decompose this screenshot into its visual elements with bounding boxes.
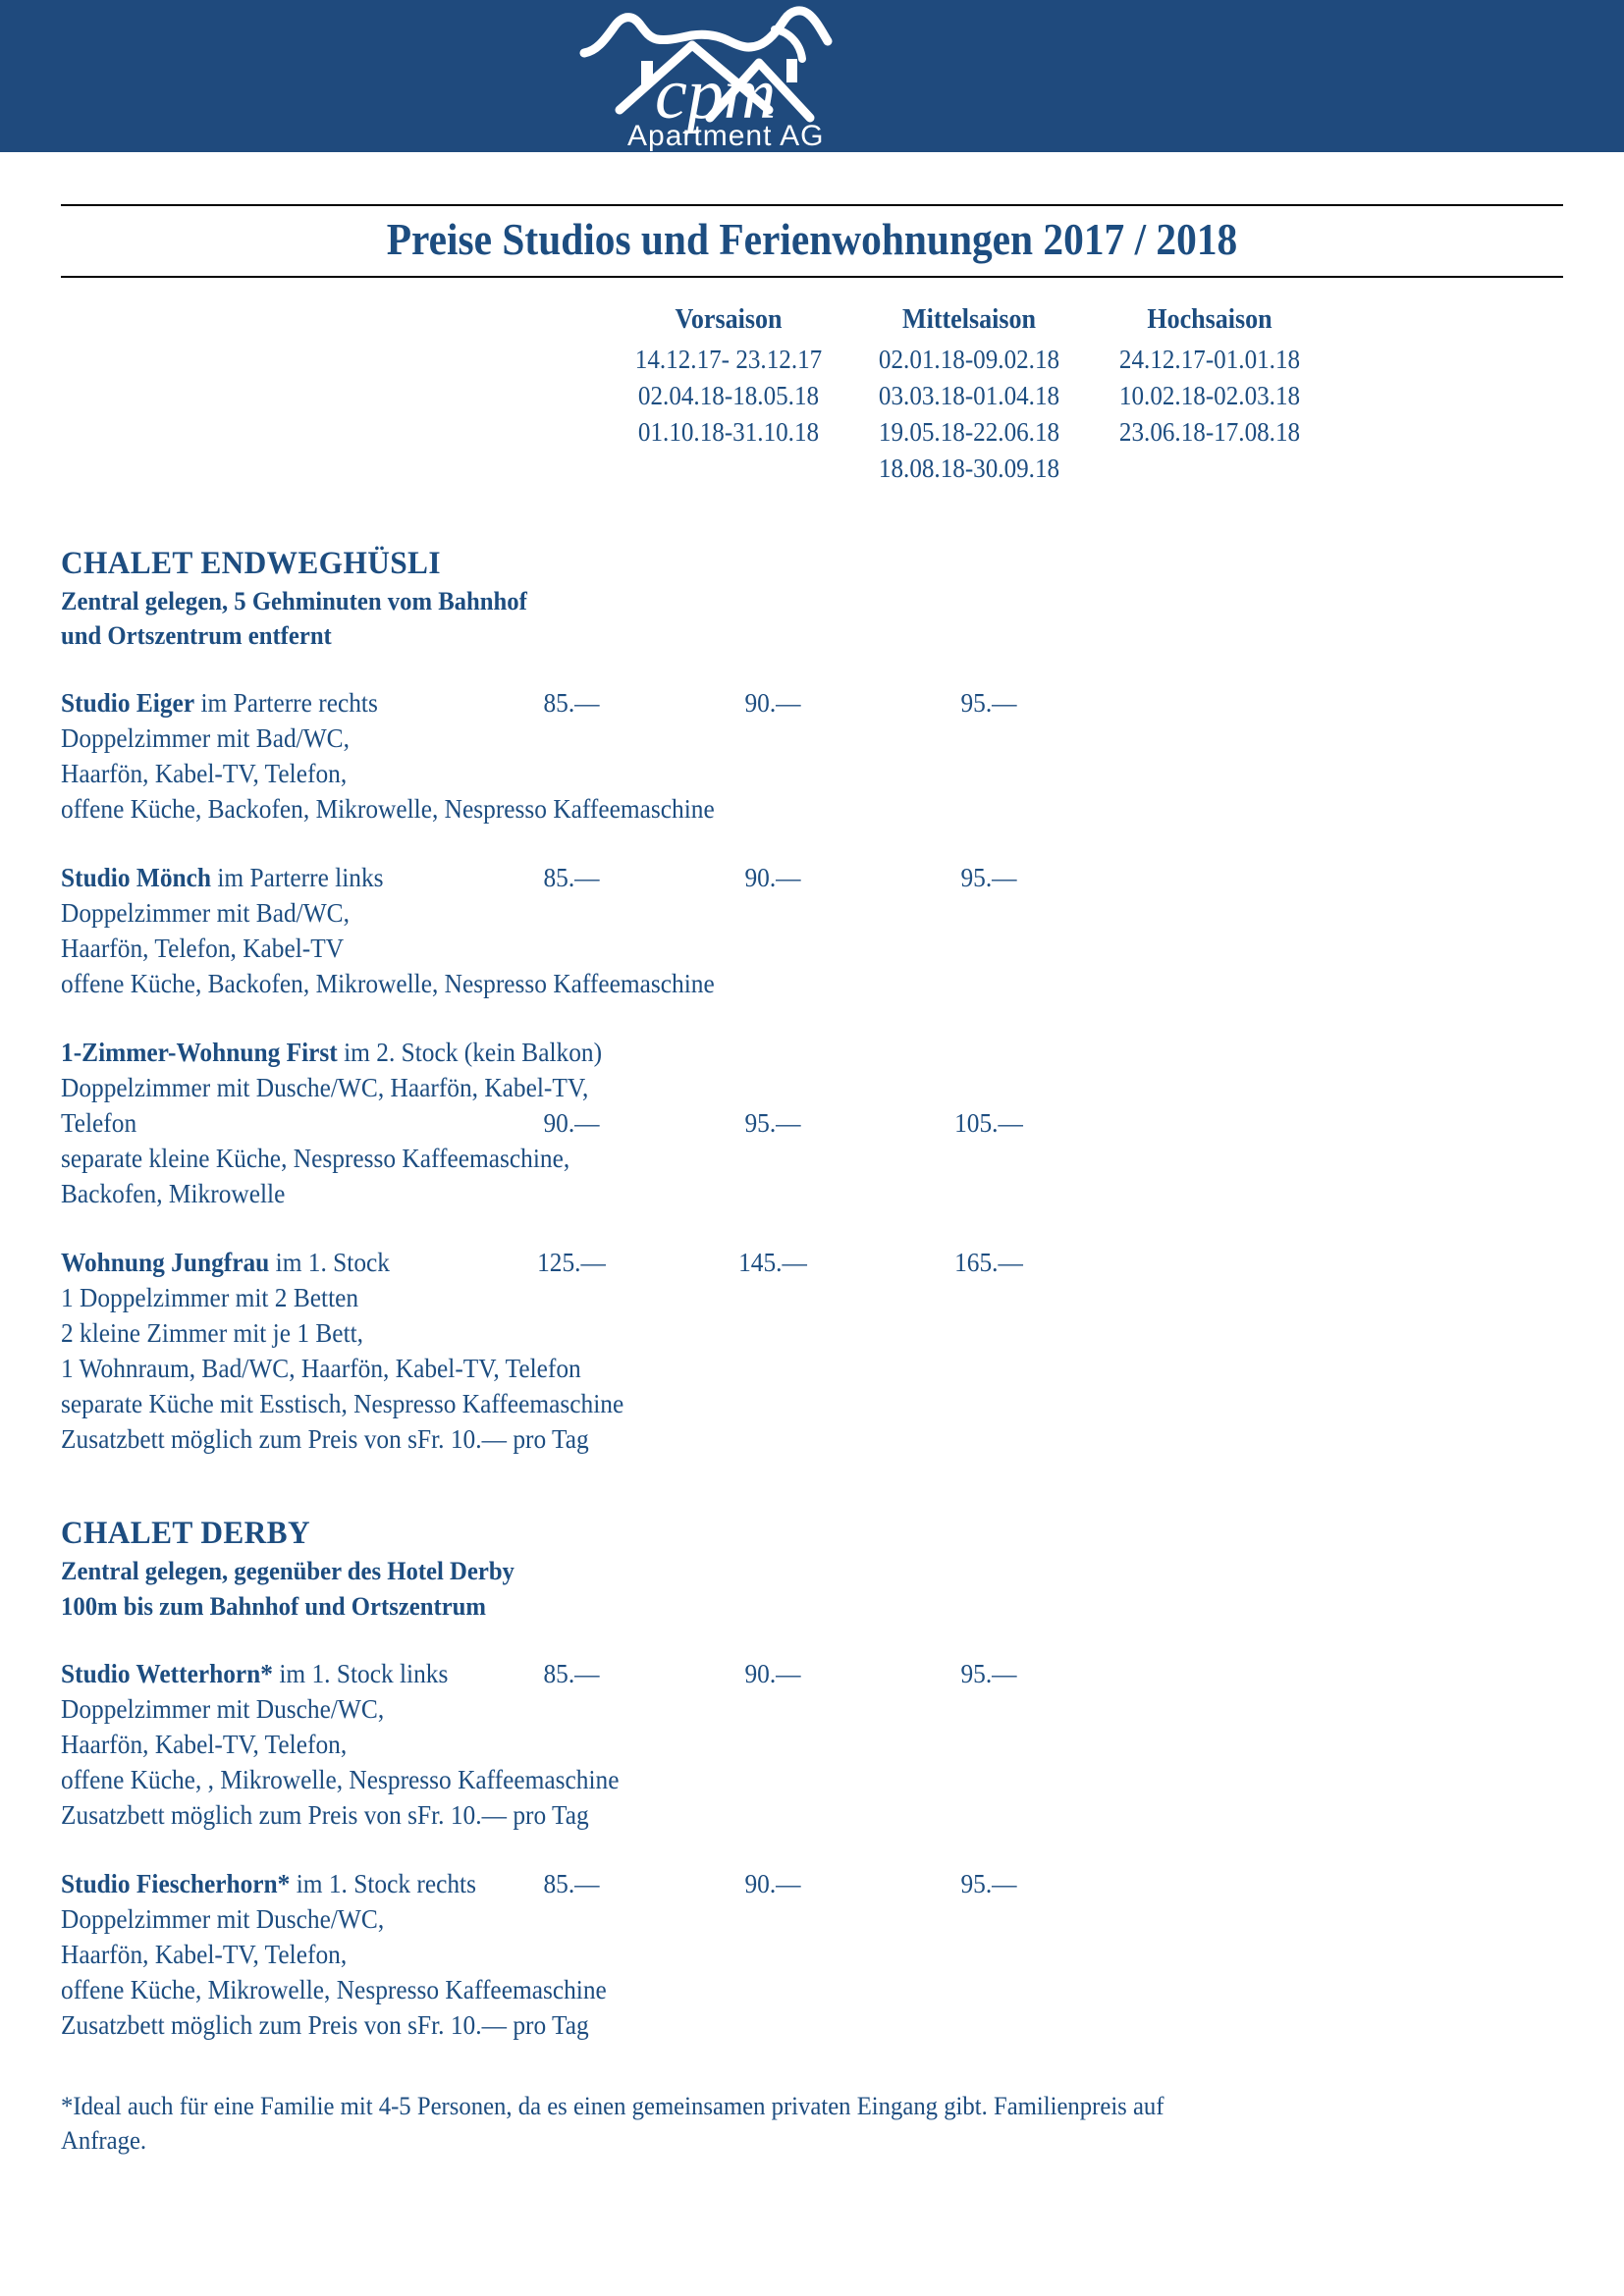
price-mittelsaison: 90.—	[744, 863, 801, 893]
unit-detail-line	[61, 1692, 1563, 1728]
unit-detail-line	[61, 1902, 1563, 1938]
season-date: 19.05.18-22.06.18	[878, 417, 1060, 448]
price-mittelsaison: 90.—	[744, 1868, 801, 1898]
season-date: 02.04.18-18.05.18	[637, 380, 820, 410]
season-date: 23.06.18-17.08.18	[1118, 417, 1301, 448]
unit-title-line	[61, 686, 1563, 721]
unit-description: Zusatzbett möglich zum Preis von sFr. 10.— pro Tag	[61, 1424, 589, 1455]
footnote	[61, 2089, 1514, 2158]
season-date: 10.02.18-02.03.18	[1118, 380, 1301, 410]
price-hochsaison: 95.—	[960, 688, 1017, 719]
price-hochsaison: 95.—	[960, 863, 1017, 893]
price-vorsaison: 125.—	[537, 1248, 606, 1278]
unit-name: 1-Zimmer-Wohnung First	[61, 1038, 338, 1068]
price-mittelsaison: 90.—	[744, 1658, 801, 1688]
unit-description: offene Küche, , Mikrowelle, Nespresso Kaffeemaschine	[61, 1764, 620, 1794]
unit-title	[61, 1657, 448, 1692]
unit-description: offene Küche, Mikrowelle, Nespresso Kaffeemaschine	[61, 1974, 607, 2004]
unit-description: 1 Doppelzimmer mit 2 Betten	[61, 1283, 359, 1313]
unit-description: Telefon	[61, 1108, 137, 1139]
unit-title	[61, 1246, 390, 1281]
unit-detail-line	[61, 896, 1563, 932]
unit-detail-line	[61, 721, 1563, 757]
unit-description: Backofen, Mikrowelle	[61, 1179, 286, 1209]
unit-detail-line	[61, 1281, 1563, 1316]
unit-description: 1 Wohnraum, Bad/WC, Haarfön, Kabel-TV, Telefon	[61, 1354, 581, 1384]
chalet-subtitle: Zentral gelegen, gegenüber des Hotel Derby	[61, 1557, 514, 1586]
unit-description: Doppelzimmer mit Bad/WC,	[61, 723, 350, 754]
unit-description: separate Küche mit Esstisch, Nespresso Kaffeemaschine	[61, 1389, 624, 1419]
unit-name: Studio Fiescherhorn*	[61, 1868, 291, 1898]
header-banner	[0, 0, 1624, 152]
unit-description: Doppelzimmer mit Dusche/WC,	[61, 1693, 385, 1724]
unit-detail-line	[61, 792, 1563, 828]
price-mittelsaison: 145.—	[738, 1248, 807, 1278]
unit-detail-line	[61, 1177, 1563, 1212]
chalet-section	[61, 545, 1563, 1459]
unit-description: Doppelzimmer mit Dusche/WC, Haarfön, Kabel-TV,	[61, 1073, 589, 1103]
document-body	[0, 204, 1624, 2158]
season-date: 24.12.17-01.01.18	[1118, 344, 1301, 374]
season-name: Hochsaison	[1147, 304, 1272, 335]
unit-name: Studio Wetterhorn*	[61, 1658, 273, 1688]
unit-detail-line	[61, 1422, 1563, 1458]
chalet-name: CHALET DERBY	[61, 1516, 310, 1552]
unit-detail-line	[61, 932, 1563, 967]
unit-detail-line	[61, 1142, 1563, 1177]
unit-detail-line	[61, 1973, 1563, 2008]
price-vorsaison: 85.—	[543, 1658, 600, 1688]
title-block	[61, 204, 1563, 278]
unit-detail-line	[61, 1763, 1563, 1798]
chalet-subtitle: Zentral gelegen, 5 Gehminuten vom Bahnhof	[61, 586, 527, 615]
svg-text:cpm: cpm	[655, 54, 777, 134]
price-hochsaison: 105.—	[954, 1108, 1023, 1139]
unit-detail-line	[61, 2008, 1563, 2044]
unit-detail-line	[61, 1728, 1563, 1763]
unit-description: offene Küche, Backofen, Mikrowelle, Nespresso Kaffeemaschine	[61, 794, 715, 825]
unit-row	[61, 1036, 1563, 1212]
unit-row	[61, 861, 1563, 1002]
unit-description: offene Küche, Backofen, Mikrowelle, Nespresso Kaffeemaschine	[61, 969, 715, 999]
unit-row	[61, 1657, 1563, 1834]
unit-title-line	[61, 1657, 1563, 1692]
footnote-line-1: *Ideal auch für eine Familie mit 4-5 Personen, da es einen gemeinsamen privaten Eingang gibt. Familienpreis auf	[61, 2091, 1164, 2120]
unit-location: im 1. Stock	[269, 1248, 390, 1278]
price-vorsaison: 85.—	[543, 1868, 600, 1898]
price-vorsaison: 85.—	[543, 688, 600, 719]
chalet-name: CHALET ENDWEGHÜSLI	[61, 545, 441, 581]
season-date: 14.12.17- 23.12.17	[634, 344, 823, 374]
page-title: Preise Studios und Ferienwohnungen 2017 / 2018	[386, 215, 1238, 264]
price-mittelsaison: 90.—	[744, 688, 801, 719]
season-name: Vorsaison	[675, 304, 783, 335]
season-column-mittelsaison	[846, 301, 1092, 488]
unit-detail-line	[61, 1106, 1563, 1142]
season-date: 01.10.18-31.10.18	[637, 417, 820, 448]
unit-description: 2 kleine Zimmer mit je 1 Bett,	[61, 1318, 364, 1349]
season-date: 02.01.18-09.02.18	[878, 344, 1060, 374]
unit-detail-line	[61, 1316, 1563, 1352]
price-hochsaison: 165.—	[954, 1248, 1023, 1278]
unit-location: im Parterre links	[211, 863, 384, 893]
unit-title	[61, 1867, 476, 1902]
unit-detail-line	[61, 1798, 1563, 1834]
unit-detail-line	[61, 1352, 1563, 1387]
unit-title-line	[61, 1246, 1563, 1281]
svg-text:Apartment AG: Apartment AG	[627, 120, 825, 151]
unit-name: Studio Mönch	[61, 863, 212, 893]
unit-title-line	[61, 1036, 1563, 1071]
unit-description: Zusatzbett möglich zum Preis von sFr. 10.— pro Tag	[61, 1799, 589, 1830]
chalet-section	[61, 1515, 1563, 2044]
unit-description: Haarfön, Kabel-TV, Telefon,	[61, 1939, 348, 1969]
unit-description: Zusatzbett möglich zum Preis von sFr. 10.— pro Tag	[61, 2009, 589, 2040]
cpm-apartment-ag-logo	[567, 2, 1057, 151]
chalet-sections	[61, 545, 1563, 2044]
season-date: 18.08.18-30.09.18	[878, 454, 1060, 484]
season-column-hochsaison	[1092, 301, 1327, 488]
unit-title-line	[61, 1867, 1563, 1902]
unit-detail-line	[61, 1938, 1563, 1973]
unit-detail-line	[61, 967, 1563, 1002]
chalet-subtitle: 100m bis zum Bahnhof und Ortszentrum	[61, 1591, 486, 1621]
unit-title-line	[61, 861, 1563, 896]
chalet-subtitle: und Ortszentrum entfernt	[61, 621, 332, 651]
unit-title	[61, 686, 378, 721]
unit-name: Studio Eiger	[61, 688, 195, 719]
unit-row	[61, 1246, 1563, 1458]
season-column-vorsaison	[611, 301, 846, 488]
season-name: Mittelsaison	[902, 304, 1036, 335]
unit-location: im 2. Stock (kein Balkon)	[337, 1038, 603, 1068]
price-vorsaison: 90.—	[543, 1108, 600, 1139]
unit-description: Haarfön, Kabel-TV, Telefon,	[61, 759, 348, 789]
footnote-line-2: Anfrage.	[61, 2125, 147, 2155]
unit-row	[61, 686, 1563, 828]
season-date: 03.03.18-01.04.18	[878, 380, 1060, 410]
unit-name: Wohnung Jungfrau	[61, 1248, 270, 1278]
unit-location: im Parterre rechts	[194, 688, 378, 719]
price-vorsaison: 85.—	[543, 863, 600, 893]
unit-detail-line	[61, 1387, 1563, 1422]
unit-description: separate kleine Küche, Nespresso Kaffeemaschine,	[61, 1144, 570, 1174]
unit-location: im 1. Stock rechts	[290, 1868, 476, 1898]
unit-description: Haarfön, Telefon, Kabel-TV	[61, 934, 345, 964]
unit-title	[61, 1036, 602, 1071]
unit-description: Doppelzimmer mit Bad/WC,	[61, 898, 350, 929]
price-hochsaison: 95.—	[960, 1658, 1017, 1688]
unit-description: Doppelzimmer mit Dusche/WC,	[61, 1903, 385, 1934]
unit-detail-line	[61, 1071, 1563, 1106]
unit-location: im 1. Stock links	[272, 1658, 449, 1688]
unit-row	[61, 1867, 1563, 2044]
season-header-row	[61, 301, 1563, 488]
unit-title	[61, 861, 384, 896]
unit-detail-line	[61, 757, 1563, 792]
unit-description: Haarfön, Kabel-TV, Telefon,	[61, 1729, 348, 1759]
price-hochsaison: 95.—	[960, 1868, 1017, 1898]
price-mittelsaison: 95.—	[744, 1108, 801, 1139]
